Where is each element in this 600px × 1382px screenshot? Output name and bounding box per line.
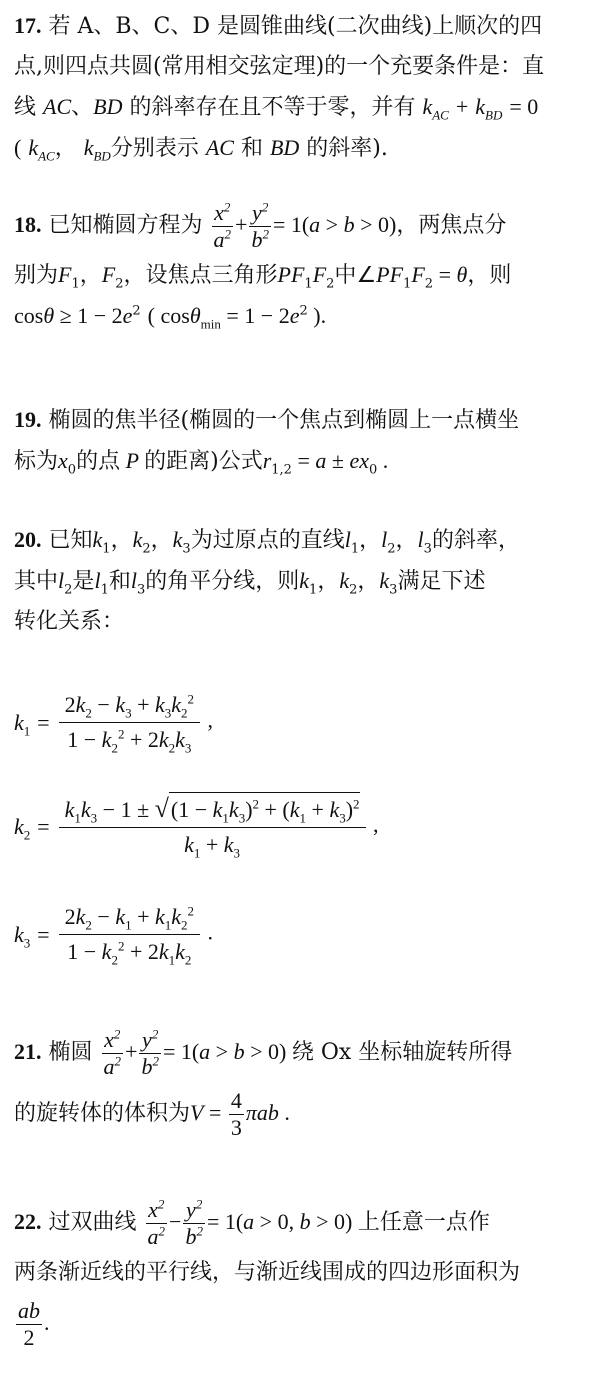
fraction: $\frac{x^2}{a^2}$	[213, 199, 232, 252]
item-17-line-3: 线 AC、BD 的斜率存在且不等于零，并有 $k_{AC} + k_{BD} = 0$	[14, 94, 539, 123]
equation-k1: $k_1$ = $\frac{2k_2 - k_3 + k_3k_2^2}{1 - k_2^2 + 2k_2k_3}$ ,	[14, 691, 214, 756]
equation-k2: $k_2$ = $\frac{k_1k_3 - 1 \pm √(1 - k_1k_3)^2 + (k_1 + k_3)^2}{k_1 + k_3}$ ,	[14, 794, 379, 861]
item-18: 18. 已知椭圆方程为 $\frac{x^2}{a^2}$ + $\frac{y^2}{b^2}$ = 1(a > b > 0)，两焦点分 别为$F_1$，$F_2$，设焦点三角形$PF_1F_2$中$\angle PF_1F_2 = \theta$，则 $\cos\theta \ge 1 - 2e^2$ ( $\cos\theta_{min} = 1 - 2e^2$ ).	[14, 199, 512, 332]
item-21: 21. 椭圆 $\frac{x^2}{a^2}$ + $\frac{y^2}{b^2}$ = 1(a > b > 0) 绕 Ox 坐标轴旋转所得 的旋转体的体积为V = $\frac{4}{3}$ πab .	[14, 1026, 513, 1140]
item-number: 20.	[14, 527, 42, 552]
item-number: 17.	[14, 13, 42, 38]
item-17-line-4: ( $k_{AC}$， $k_{BD}$分别表示 AC 和 BD 的斜率).	[14, 135, 388, 164]
equation-k3: $k_3$ = $\frac{2k_2 - k_1 + k_1k_2^2}{1 - k_2^2 + 2k_1k_2}$ .	[14, 903, 214, 968]
item-17-line-1: 若 A、B、C、D 是圆锥曲线(二次曲线)上顺次的四	[48, 14, 543, 39]
item-19: 19. 椭圆的焦半径(椭圆的一个焦点到椭圆上一点横坐 标为$x_0$的点 P 的距离)公式$r_{1,2} = a \pm ex_0$ .	[14, 407, 520, 478]
item-number: 21.	[14, 1039, 42, 1064]
item-17	[14, 6, 588, 169]
item-20: 20. 已知$k_1$，$k_2$，$k_3$为过原点的直线$l_1$，$l_2$，$l_3$的斜率， 其中$l_2$是$l_1$和$l_3$的角平分线，则$k_1$，$k_2$，$k_3$满足下述 转化关系：	[14, 527, 520, 634]
item-number: 22.	[14, 1209, 42, 1234]
item-22: 22. 过双曲线 $\frac{x^2}{a^2}$ − $\frac{y^2}{b^2}$ = 1(a > 0, b > 0) 上任意一点作 两条渐近线的平行线，与渐近线围成的四边形面积为 $\frac{ab}{2}$ .	[14, 1196, 521, 1350]
item-number: 19.	[14, 407, 42, 432]
item-number: 18.	[14, 212, 42, 237]
fraction: $\frac{y^2}{b^2}$	[251, 199, 269, 252]
item-17-line-2: 点,则四点共圆(常用相交弦定理)的一个充要条件是：直	[14, 54, 545, 79]
